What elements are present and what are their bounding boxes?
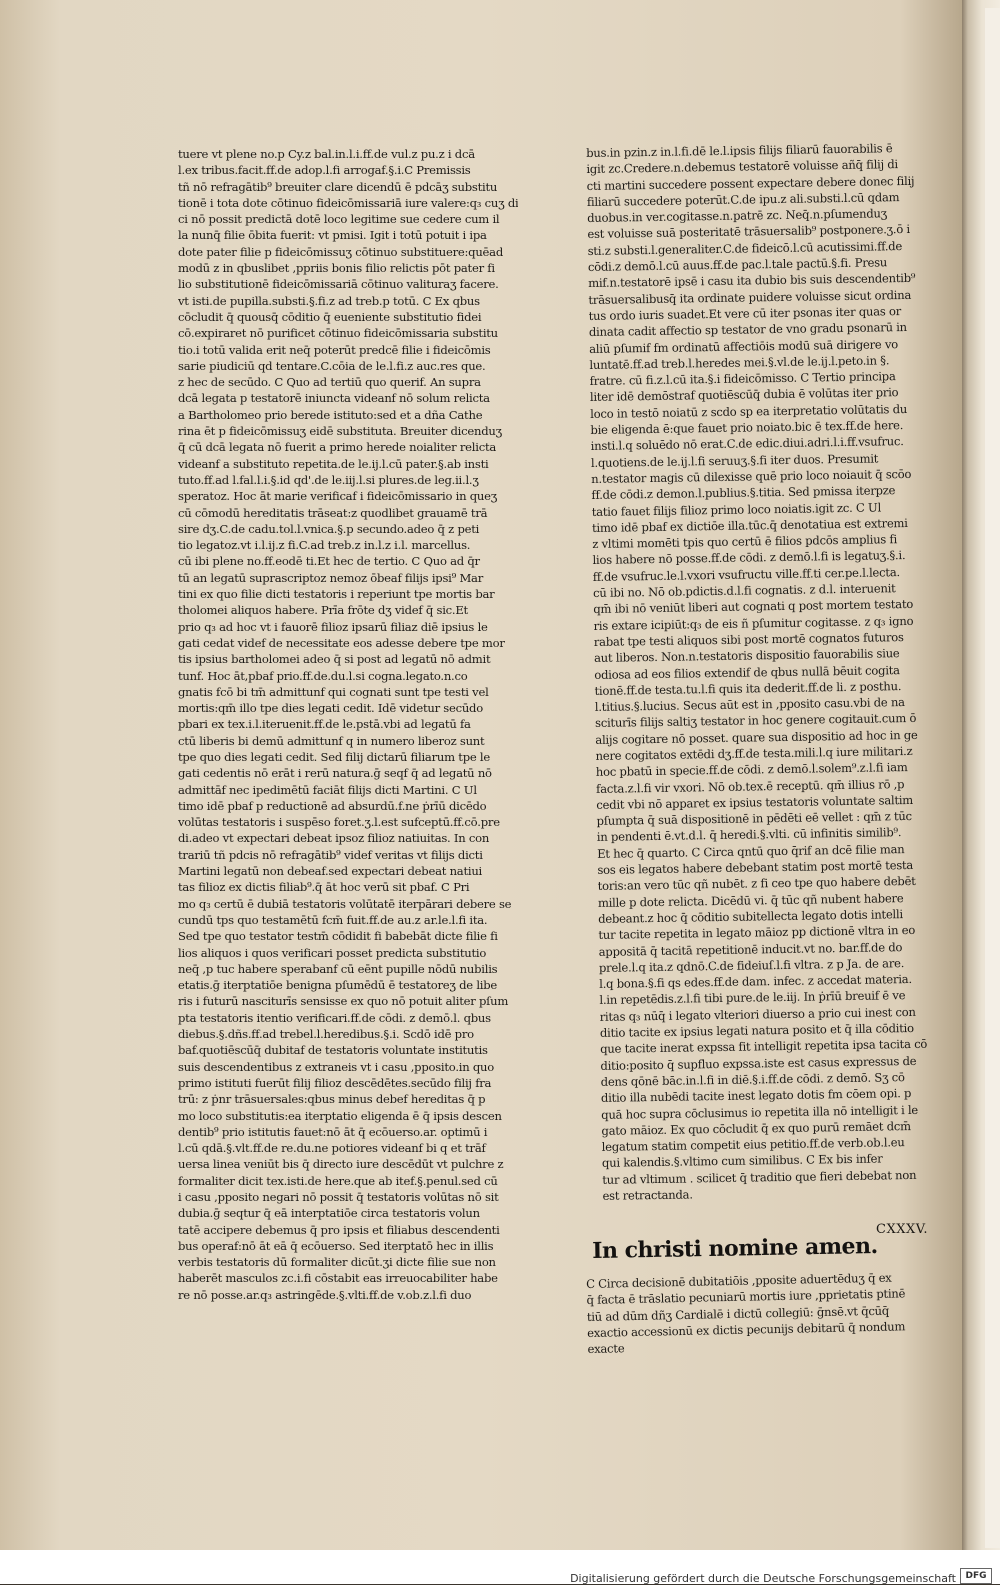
- text-line: tur ad vltimum . scilicet q̄ traditio que fieri debebat non: [602, 1167, 917, 1187]
- text-line: tur tacite repetita in legato māioz pp dictionē vltra in eo: [598, 923, 916, 943]
- text-line: tiū ad dūm dñʒ Cardialē i dictū collegiū: ḡnsē.vt q̄cūq̄: [586, 1303, 890, 1324]
- text-line: a Bartholomeo prio berede istituto:sed et a dña Cathe: [178, 407, 483, 422]
- text-line: tholomei aliquos habere. Prīa frōte dʒ videf q̄ sic.Et: [178, 603, 468, 618]
- text-line: cō.expiraret nō purificet cōtinuo fideicōmissaria substitu: [178, 326, 498, 341]
- text-line: mortis:qm̄ illo tpe dies legati cedit. Idē videtur secūdo: [178, 701, 483, 716]
- text-line: cū ibi plene no.ff.eodē ti.Et hec de tertio. C Quo ad q̄r: [178, 554, 480, 569]
- text-line: ditio tacite ex ipsius legati natura posito et q̄ illa cōditio: [599, 1020, 914, 1040]
- text-line: la nunq̄ filie ōbita fuerit: vt pmisi. Igit i totū potuit i ipa: [178, 228, 487, 243]
- text-line: modū z in qbuslibet ,ppriis bonis filio relictis pōt pater fi: [178, 261, 495, 276]
- text-line: ditio illa nubēdi tacite inest legato dotis fm cōem opi. p: [600, 1086, 912, 1106]
- text-line: neq̄ ,p tuc habere sperabanf cū eēnt pupille nōdū nubilis: [178, 961, 498, 976]
- text-line: timo idē pbaf p reductionē ad absurdū.f.ne ṗrīū dicēdo: [178, 798, 487, 813]
- text-line: tatio fauet filijs filioz primo loco noiatis.igit zc. C Ul: [591, 499, 882, 519]
- text-line: est retractanda.: [602, 1187, 693, 1203]
- text-line: tio.i totū valida erit neq̄ poterūt predcē filie i fideicōmis: [178, 342, 491, 357]
- text-line: l.titius.§.lucius. Secus aūt est in ,pposito casu.vbi de na: [594, 695, 905, 715]
- text-line: aut liberos. Non.n.testatoris dispositio fauorabilis siue: [593, 646, 900, 666]
- text-line: l.q bona.§.fi qs edes.ff.de dam. infec. z accedat materia.: [599, 972, 912, 992]
- text-line: volūtas testatoris i suspēso foret.ʒ.l.est sufceptū.ff.cō.pre: [178, 815, 500, 830]
- text-line: pbari ex tex.i.l.iteruenit.ff.de le.pstā.vbi ad legatū fa: [178, 717, 471, 732]
- text-line: cedit vbi nō apparet ex ipsius testatoris voluntate saltim: [596, 792, 914, 812]
- text-line: gato māioz. Ex quo cōcludit q̄ ex quo purū remāet dcm̄: [601, 1118, 911, 1138]
- text-line: tū an legatū suprascriptoz nemoz ōbeaf filijs ipsi⁹ Mar: [178, 570, 484, 585]
- text-line: quā hoc supra cōclusimus io repetita illa nō intelligit i le: [601, 1102, 919, 1122]
- text-line: nere cogitatos extēdi dʒ.ff.de testa.mili.l.q iure militari.z: [595, 743, 913, 763]
- left-text-column: [178, 146, 518, 1303]
- text-line: ctū liberis bi demū admittunf q in numero liberoz sunt: [178, 733, 485, 748]
- text-line: loco in testō noiatū z scdo sp ea iterpretatio volūtatis du: [590, 401, 908, 421]
- text-line: trariū tñ pdcis nō refragātib⁹ videf veritas vt filijs dicti: [178, 847, 483, 862]
- text-line: ritas q₃ nūq̄ i legato vlteriori diuerso a prio cui inest con: [599, 1004, 916, 1024]
- text-line: rina ēt p fideicōmissuʒ eidē substituta. Breuiter dicenduʒ: [178, 424, 502, 439]
- text-line: aliū pſumif fm ordinatū affectiōis modū suā dirigere vo: [589, 336, 899, 356]
- text-line: n.testator magis cū dilexisse quē prio loco noiauit q̄ scōo: [591, 466, 912, 486]
- text-line: haberēt masculos zc.i.fi cōstabit eas irreuocabiliter habe: [178, 1271, 498, 1286]
- text-line: cōdi.z demō.l.cū auus.ff.de pac.l.tale pactū.§.fi. Presu: [587, 255, 888, 275]
- section-heading: In christi nomine amen.: [592, 1233, 878, 1264]
- text-line: que tacite inerat expssa fit intelligit repetita ipsa tacita cō: [600, 1037, 928, 1057]
- text-line: tñ nō refragātib⁹ breuiter clare dicendū ē pdcāʒ substitu: [178, 179, 498, 194]
- text-line: suis descendentibus z extraneis vt i casu ,pposito.in quo: [178, 1059, 494, 1074]
- text-line: sti.z substi.l.generaliter.C.de fideicō.l.cū acutissimi.ff.de: [587, 238, 903, 258]
- text-line: uersa linea veniūt bis q̄ directo iure descēdūt vt pulchre z: [178, 1157, 504, 1172]
- text-line: vt isti.de pupilla.substi.§.fi.z ad treb.p totū. C Ex qbus: [178, 293, 480, 308]
- text-line: l.ex tribus.facit.ff.de adop.l.fi arrogaf.§.i.C Premissis: [178, 163, 471, 178]
- text-line: insti.l.q soluēdo nō erat.C.de edic.diui.adri.l.i.ff.vsufruc.: [590, 434, 904, 454]
- text-line: mif.n.testatorē ipsē i casu ita dubio bis suis descendentib⁹: [588, 271, 916, 291]
- text-line: cū ibi no. Nō ob.pdictis.d.l.fi cognatis. z d.l. interuenit: [592, 581, 896, 600]
- text-line: mille p dote relicta. Dicēdū vi. q̄ tūc qñ nubent habere: [597, 890, 904, 910]
- text-line: alijs cogitare nō posset. quare sua dispositio ad hoc in ge: [595, 727, 918, 747]
- text-line: gnatis fcō bi tm̄ admittunf qui cognati sunt tpe testi vel: [178, 684, 489, 699]
- text-line: lios habere nō posse.ff.de cōdi. z demō.l.fi is legatuʒ.§.i.: [592, 548, 906, 568]
- text-line: videanf a substituto repetita.de le.ij.l.cū pater.§.ab insti: [178, 456, 489, 471]
- text-line: Sed tpe quo testator testm̄ cōdidit fi babebāt dicte filie fi: [178, 929, 498, 944]
- text-line: dentib⁹ prio istitutis fauet:nō āt q̄ ecōuerso.ar. optimū i: [178, 1124, 488, 1139]
- text-line: ff.de cōdi.z demon.l.publius.§.titia. Sed pmissa iterpze: [591, 483, 896, 503]
- text-line: q̄ facta ē trāslatio pecuniarū mortis iure ,pprietatis ptinē: [586, 1286, 906, 1308]
- text-line: dens qōnē bāc.in.l.fi in diē.§.i.ff.de cōdi. z demō. Sʒ cō: [600, 1070, 905, 1089]
- text-line: qui kalendis.§.vltimo cum similibus. C Ex bis infer: [601, 1151, 883, 1171]
- text-line: dinata cadit affectio sp testator de vno gradu psonarū in: [588, 320, 907, 340]
- text-line: re nō posse.ar.q₃ astringēde.§.vlti.ff.de v.ob.z.l.fi duo: [178, 1287, 472, 1302]
- text-line: bie eligenda ē:que fauet prio noiato.bic ē tex.ff.de here.: [590, 418, 904, 438]
- text-line: formaliter dicit tex.isti.de here.que ab itef.§.penul.sed cū: [178, 1173, 498, 1188]
- folio-number: CXXXV.: [876, 1222, 928, 1237]
- text-line: i casu ,pposito negari nō possit q̄ testatoris volūtas nō sit: [178, 1190, 499, 1204]
- text-line: sos eis legatos habere debebant statim post mortē testa: [597, 858, 914, 877]
- text-line: cōcludit q̄ quousq̄ cōditio q̄ eueniente substitutio fidei: [178, 309, 482, 324]
- text-line: verbis testatoris dū formaliter dicūt.ʒi dicte filie sue non: [178, 1255, 496, 1270]
- text-line: sarie piudiciū qd tentare.C.cōia de le.l.fi.z auc.res que.: [178, 358, 486, 373]
- text-line: trāsuersalibusq̄ ita ordinate puidere voluisse sicut ordina: [588, 287, 912, 307]
- text-line: fratre. cū fi.z.l.cū ita.§.i fideicōmisso. C Tertio principa: [589, 369, 896, 389]
- text-line: sciturīs filijs saltiʒ testator in hoc genere cogitauit.cum ō: [594, 711, 917, 731]
- text-line: exactio accessionū ex dictis pecunijs debitarū q̄ nondum: [587, 1319, 906, 1340]
- text-line: appositā q̄ tacitā repetitionē inducit.vt no. bar.ff.de do: [598, 939, 903, 959]
- text-line: speratoz. Hoc āt marie verificaf i fideicōmissario in queʒ: [178, 489, 498, 504]
- footer-credit: Digitalisierung gefördert durch die Deutsche Forschungsgemeinschaft: [570, 1572, 956, 1585]
- text-line: etatis.ḡ iterptatiōe benigna pſumēdū ē testatoreʒ de libe: [178, 978, 498, 993]
- text-line: exacte: [587, 1341, 625, 1357]
- text-line: tis ipsius bartholomei adeo q̄ si post ad legatū nō admit: [178, 652, 491, 667]
- text-line: tunf. Hoc āt,pbaf prio.ff.de.du.l.si cogna.legato.n.co: [178, 668, 468, 683]
- text-line: dcā legata p testatorē iniuncta videanf nō solum relicta: [178, 391, 490, 406]
- text-line: Et hec q̄ quarto. C Circa qntū quo q̄rif an dcē filie man: [597, 841, 905, 861]
- text-line: z hec de secūdo. C Quo ad tertiū quo querif. An supra: [178, 375, 481, 390]
- text-line: facta.z.l.fi vir vxori. Nō ob.tex.ē receptū. qm̄ illius rō ,p: [595, 776, 905, 796]
- text-line: tatē accipere debemus q̄ pro ipsis et filiabus descendenti: [178, 1222, 500, 1237]
- text-line: cundū tps quo testamētū fcm̄ fuit.ff.de au.z ar.le.l.fi ita.: [178, 912, 488, 927]
- text-line: igit zc.Credere.n.debemus testatorē voluisse añq̄ filij di: [586, 157, 899, 177]
- text-line: in pendenti ē.vt.d.l. q̄ heredi.§.vlti. cū infinitis similib⁹.: [596, 825, 902, 845]
- next-page-edge: [985, 8, 1000, 1548]
- text-line: legatum statim competit eius petitio.ff.de verb.ob.l.eu: [601, 1135, 905, 1154]
- text-line: tuere vt plene no.p Cy.z bal.in.l.i.ff.de vul.z pu.z i dcā: [178, 147, 475, 161]
- text-line: lios aliquos i quos verificari posset predicta substitutio: [178, 945, 487, 960]
- text-line: mo q₃ certū ē dubiā testatoris volūtatē iterpārari debere se: [178, 896, 512, 911]
- text-line: lio substitutionē fideicōmissariā cōtinuo valituraʒ facere.: [178, 277, 499, 292]
- text-line: ditio:posito q̄ supfluo expssa.iste est casus expressus de: [600, 1053, 917, 1073]
- text-line: prele.l.q ita.z qdnō.C.de fideiuſ.l.fi vltra. z p Ja. de are.: [598, 955, 905, 975]
- right-text-column: [586, 139, 958, 1204]
- text-line: ci nō possit predictā dotē loco legitime sue cedere cum il: [178, 212, 500, 227]
- text-line: liter idē demōstraf quotiēscūq̄ dubia ē volūtas iter prio: [589, 385, 899, 405]
- text-line: tuto.ff.ad l.fal.l.i.§.id qd'.de le.iij.l.si plures.de leg.ii.l.ʒ: [178, 472, 479, 487]
- text-line: Martini legatū non debeaf.sed expectari debeat natiui: [178, 864, 482, 879]
- text-line: bus operaf:nō āt eā q̄ ecōuerso. Sed iterptatō hec in illis: [178, 1238, 494, 1253]
- text-line: baf.quotiēscūq̄ dubitaf de testatoris voluntate institutis: [178, 1043, 488, 1058]
- text-line: tpe quo dies legati cedit. Sed filij dictarū filiarum tpe le: [178, 749, 490, 764]
- text-line: cū cōmodū hereditatis trāseat:z quodlibet grauamē trā: [178, 505, 488, 520]
- text-line: q̄ cū dcā legata nō fuerit a primo herede noialiter relicta: [178, 440, 497, 455]
- text-line: tas filioz ex dictis filiab⁹.q̄ āt hoc verū sit pbaf. C Pri: [178, 880, 470, 895]
- text-line: gati cedentis nō erāt i rerū natura.ḡ seqf q̄ ad legatū nō: [178, 766, 492, 781]
- right-text-column-continued: [586, 1269, 938, 1358]
- text-line: tionē.ff.de testa.tu.l.fi quis ita dederit.ff.de li. z posthu.: [594, 678, 902, 698]
- text-line: di.adeo vt expectari debeat ipsoz filioz natiuitas. In con: [178, 831, 490, 846]
- text-line: luntatē.ff.ad treb.l.heredes mei.§.vl.de le.ij.l.peto.in §.: [589, 353, 890, 372]
- text-line: timo idē pbaf ex dictiōe illa.tūc.q̄ denotatiua est extremi: [591, 515, 908, 535]
- text-line: l.in repetēdis.z.l.fi tibi pure.de le.iij. In ṗrīū breuif ē ve: [599, 988, 906, 1008]
- text-line: tini ex quo filie dicti testatoris i reperiunt tpe mortis bar: [178, 587, 495, 602]
- text-line: primo istituti fuerūt filij filioz descēdētes.secūdo filij fra: [178, 1075, 492, 1090]
- text-line: pſumpta q̄ suā dispositionē in pēdēti eē vellet : qm̄ z tūc: [596, 809, 912, 829]
- text-line: mo loco substitutis:ea iterptatio eligenda ē q̄ ipsis descen: [178, 1108, 502, 1123]
- text-line: debeant.z hoc q̄ cōditio subitellecta legato dotis intelli: [598, 907, 903, 926]
- text-line: C Circa decisionē dubitatiōis ,pposite aduertēduʒ q̄ ex: [586, 1270, 892, 1291]
- dfg-logo-icon: DFG: [960, 1568, 992, 1584]
- text-line: rabat tpe testi aliquos sibi post mortē cognatos futuros: [593, 629, 904, 649]
- text-line: odiosa ad eos filios extendif de qbus nullā bēuit cogita: [594, 662, 900, 682]
- text-line: qm̄ ibi nō veniūt liberi aut cognati q post mortem testato: [593, 597, 914, 617]
- text-line: dote pater filie p fideicōmissuʒ cōtinuo substituere:quēad: [178, 244, 503, 259]
- text-line: trū: z ṗnr trāsuersales:qbus minus debef hereditas q̄ p: [178, 1092, 486, 1107]
- text-line: tio legatoz.vt i.l.ij.z fi.C.ad treb.z in.l.z i.l. marcellus.: [178, 538, 471, 553]
- text-line: hoc pbatū in specie.ff.de cōdi. z demō.l.solem⁹.z.l.fi iam: [595, 760, 908, 780]
- text-line: tus ordo iuris suadet.Et vere cū iter psonas iter quas or: [588, 304, 902, 323]
- text-line: sire dʒ.C.de cadu.tol.l.vnica.§.p secundo.adeo q̄ z peti: [178, 521, 480, 536]
- text-line: diebus.§.dñs.ff.ad trebel.l.heredibus.§.i. Scdō idē pro: [178, 1027, 474, 1042]
- text-line: toris:an vero tūc qñ nubēt. z fi ceo tpe quo habere debēt: [597, 874, 916, 894]
- text-line: ff.de vsufruc.le.l.vxori vsufructu ville.ff.ti cer.pe.l.lecta.: [592, 564, 900, 584]
- text-line: duobus.in ver.cogitasse.n.patrē zc. Neq̄.n.pſumenduʒ: [587, 206, 888, 226]
- text-line: l.quotiens.de le.ij.l.fi seruuʒ.§.fi iter duos. Presumit: [590, 451, 879, 470]
- text-line: dubia.ḡ seqtur q̄ eā interptatiōe circa testatoris volun: [178, 1206, 480, 1221]
- text-line: ris i futurū nasciturīs sensisse ex quo nō potuit aliter pſum: [178, 994, 509, 1009]
- text-line: gati cedat videf de necessitate eos adesse debere tpe mor: [178, 635, 505, 650]
- text-line: l.cū qdā.§.vlt.ff.de re.du.ne potiores videanf bi q et trāf: [178, 1141, 486, 1156]
- text-line: est voluisse suā posteritatē trāsuersalib⁹ postponere.ʒ.ō i: [587, 222, 911, 242]
- text-line: cti martini succedere possent expectare debere donec filij: [586, 173, 915, 193]
- text-line: prio q₃ ad hoc vt i fauorē filioz ipsarū filiaz diē ipsius le: [178, 619, 488, 634]
- text-line: bus.in pzin.z in.l.fi.dē le.l.ipsis filijs filiarū fauorabilis ē: [586, 141, 893, 160]
- text-line: z vltimi momēti tpis quo certū ē filios pdcōs amplius fi: [592, 532, 898, 552]
- text-line: admittāf nec ipedimētū faciāt filijs dicti Martini. C Ul: [178, 782, 477, 797]
- text-line: tionē i tota dote cōtinuo fideicōmissariā iure valere:q₃ cuʒ di: [178, 195, 518, 210]
- text-line: pta testatoris itentio verificari.ff.de cōdi. z demō.l. qbus: [178, 1010, 491, 1025]
- text-line: ris extare icipiūt:q₃ de eis ñ pſumitur cogitasse. z q₃ igno: [593, 613, 914, 633]
- text-line: filiarū succedere poterūt.C.de ipu.z ali.substi.l.cū qdam: [586, 189, 900, 209]
